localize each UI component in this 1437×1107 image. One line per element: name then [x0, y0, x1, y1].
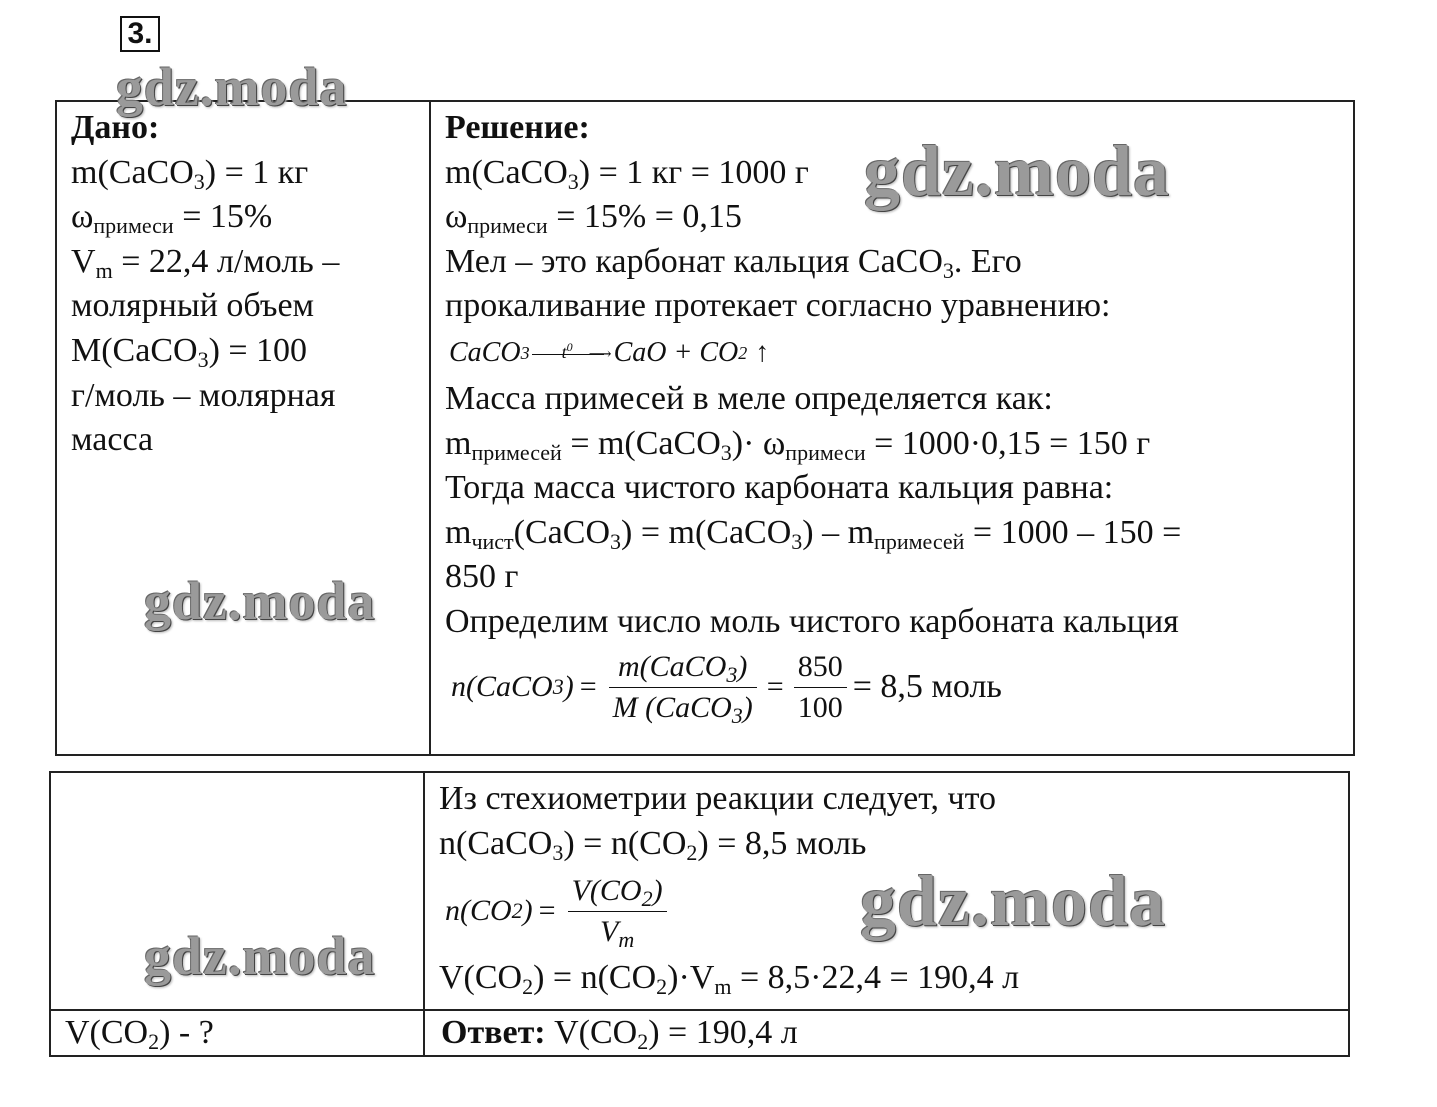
- numeric-fraction: $\frac{850}{100}$: [794, 647, 847, 728]
- watermark-logo: gdz.moda: [144, 926, 376, 986]
- solution-line: $m_{примесей}$ = m(CaCO$_3$)· $\omega_{примеси} = 1000\cdot 0,15 = 150$ г: [445, 424, 1151, 465]
- given-line: M(CaCO$_3$) = 100: [71, 331, 308, 372]
- given-header: Дано:: [71, 109, 160, 146]
- given-line: молярный объем: [71, 287, 315, 325]
- solution-line: 850 г: [445, 558, 519, 596]
- solution-line: $m_{чист}(CaCO_3)$ = m(CaCO$_3$) – $m_{примесей} = 1000 - 150$ =: [445, 513, 1182, 554]
- solution-line: Из стехиометрии реакции следует, что: [439, 780, 997, 817]
- volume-over-molar-volume-fraction: $\frac{V(CO_2)}{V_m}$: [568, 871, 667, 952]
- mass-over-molar-mass-fraction: $\frac{m(CaCO_3)}{M (CaCO_3)}$: [609, 647, 757, 728]
- column-divider: [423, 773, 425, 1055]
- solution-line: Тогда масса чистого карбоната кальция равна:: [445, 469, 1114, 507]
- given-line: масса: [71, 421, 154, 459]
- find-line: $V(CO_2)$ - ?: [65, 1014, 214, 1054]
- given-line: $V_m = 22,4$ л/моль –: [71, 242, 340, 283]
- answer-label: Ответ:: [441, 1014, 546, 1051]
- reaction-equation: CaCO 3 $t^0$ ⟶ CaO + CO 2 ↑: [449, 329, 1181, 377]
- gas-arrow-icon: ↑: [755, 336, 770, 368]
- given-line: m(CaCO$_3$) = 1 кг: [71, 153, 309, 194]
- solution-line: m(CaCO$_3$) = 1 кг = 1000 г: [445, 153, 809, 194]
- volume-moles-formula: n(CO 2 ) = $\frac{V(CO_2)}{V_m}$: [445, 866, 1019, 956]
- problem-number: 3.: [120, 16, 160, 52]
- watermark-logo: gdz.moda: [144, 571, 376, 631]
- solution-line: прокаливание протекает согласно уравнению:: [445, 287, 1111, 325]
- solution-line: n(CaCO$_3$) = $n(CO_2) = 8,5$ моль: [439, 824, 867, 865]
- answer-cell: [441, 1011, 798, 1056]
- watermark-logo: gdz.moda: [864, 131, 1171, 211]
- solution-line: $\omega_{примеси} = 15\% = 0,15$: [445, 198, 742, 239]
- solution-header: Решение:: [445, 109, 590, 146]
- solution-line: Масса примесей в меле определяется как:: [445, 379, 1053, 417]
- find-cell: [65, 1011, 214, 1056]
- reaction-arrow: $t^0$ ⟶: [532, 343, 612, 363]
- solution-line: $V(CO_2) = n(CO_2)\cdot V_m = 8,5\cdot 22,4 = 190,4$ л: [439, 959, 1020, 1000]
- solution-line: Мел – это карбонат кальция CaCO$_3$. Его: [445, 242, 1022, 283]
- moles-formula: n(CaCO 3 ) = $\frac{m(CaCO_3)}{M (CaCO_3)}$ = $\frac{850}{100}$ = 8,5 моль: [451, 647, 1181, 728]
- given-cell: [71, 106, 339, 463]
- column-divider: [429, 102, 431, 754]
- given-line: $\omega_{примеси} = 15\%$: [71, 198, 273, 239]
- given-line: г/моль – молярная: [71, 376, 336, 414]
- watermark-logo: gdz.moda: [116, 57, 348, 117]
- answer-line: Ответ: $V(CO_2) = 190,4$ л: [441, 1014, 798, 1054]
- solution-line: Определим число моль чистого карбоната кальция: [445, 602, 1179, 640]
- watermark-logo: gdz.moda: [860, 861, 1167, 941]
